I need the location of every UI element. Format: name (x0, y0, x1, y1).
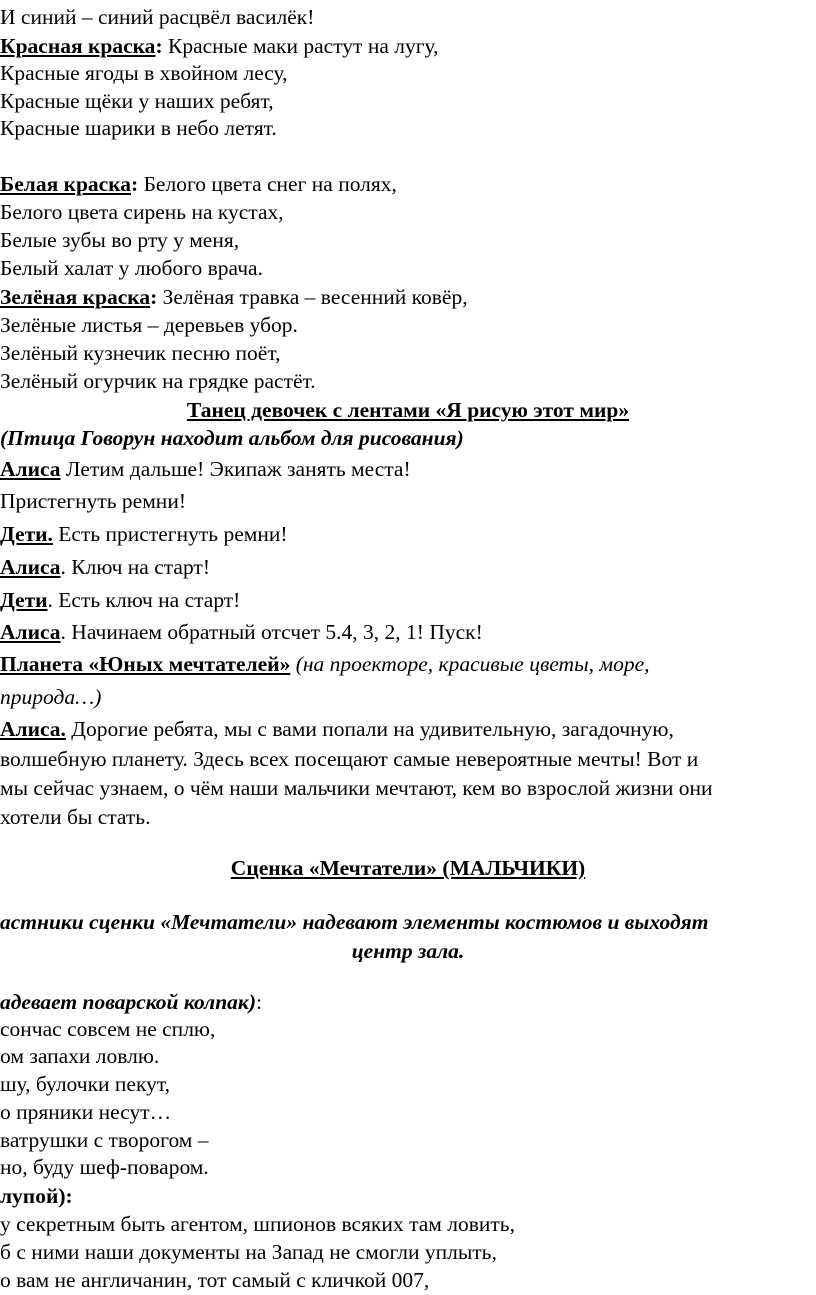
speaker-label: Зелёная краска (0, 285, 151, 309)
speaker-label: Дети. (0, 522, 53, 546)
stage-direction: центр зала. (351, 939, 465, 963)
poem-line: Зелёный кузнечик песню поёт, (0, 341, 281, 365)
verse-line: но, буду шеф-поваром. (0, 1155, 209, 1179)
poem-line: Белого цвета сирень на кустах, (0, 200, 284, 224)
dialogue-line: Алиса Летим дальше! Экипаж занять места! (0, 457, 411, 481)
poem-line-green: Зелёная краска: Зелёная травка – весенний ковёр, (0, 285, 468, 309)
speaker-label: Красная краска (0, 34, 156, 58)
stage-direction: астники сценки «Мечтатели» надевают элементы костюмов и выходят (0, 910, 709, 934)
poem-line: Красные ягоды в хвойном лесу, (0, 61, 288, 85)
dialogue-line: Дети. Есть пристегнуть ремни! (0, 522, 288, 546)
dialogue-line: мы сейчас узнаем, о чём наши мальчики мечтают, кем во взрослой жизни они (0, 776, 713, 800)
speaker-label: Алиса (0, 457, 61, 481)
poem-line: Белый халат у любого врача. (0, 256, 263, 280)
poem-line-red: Красная краска: Красные маки растут на лугу, (0, 34, 439, 58)
speaker-label: Алиса. (0, 717, 66, 741)
stage-direction: (Птица Говорун находит альбом для рисования) (0, 426, 464, 450)
scene-label: Планета «Юных мечтателей» (0, 652, 291, 676)
verse-line: ом запахи ловлю. (0, 1044, 160, 1068)
verse-line: сончас совсем не сплю, (0, 1017, 216, 1041)
stage-direction: адевает поварской колпак): (0, 990, 262, 1014)
poem-line: Красные шарики в небо летят. (0, 116, 277, 140)
poem-line: Красные щёки у наших ребят, (0, 89, 274, 113)
planet-heading: Планета «Юных мечтателей» (на проекторе, красивые цветы, море, (0, 652, 650, 676)
stage-direction: природа…) (0, 685, 102, 709)
speaker-label: Алиса (0, 555, 61, 579)
dialogue-line: Дети. Есть ключ на старт! (0, 588, 241, 612)
verse-line: шу, булочки пекут, (0, 1072, 170, 1096)
dialogue-line: хотели бы стать. (0, 805, 151, 829)
verse-line: ватрушки с творогом – (0, 1128, 209, 1152)
dialogue-line: волшебную планету. Здесь всех посещают самые невероятные мечты! Вот и (0, 747, 699, 771)
speaker-label: Дети (0, 588, 48, 612)
dialogue-line: Алиса. Дорогие ребята, мы с вами попали на удивительную, загадочную, (0, 717, 674, 741)
dialogue-line: Алиса. Ключ на старт! (0, 555, 210, 579)
dialogue-line: Алиса. Начинаем обратный отсчет 5.4, 3, 2, 1! Пуск! (0, 620, 483, 644)
poem-line: И синий – синий расцвёл василёк! (0, 5, 315, 29)
verse-line: о вам не англичанин, тот самый с кличкой 007, (0, 1268, 430, 1292)
poem-line-white: Белая краска: Белого цвета снег на полях, (0, 172, 397, 196)
speaker-label: Алиса (0, 620, 61, 644)
section-heading-dance: Танец девочек с лентами «Я рисую этот мир» (186, 398, 630, 422)
section-heading-scene: Сценка «Мечтатели» (МАЛЬЧИКИ) (230, 856, 586, 880)
verse-line: о пряники несут… (0, 1100, 172, 1124)
poem-line: Белые зубы во рту у меня, (0, 228, 240, 252)
verse-line: у секретным быть агентом, шпионов всяких там ловить, (0, 1212, 515, 1236)
dialogue-line: Пристегнуть ремни! (0, 489, 186, 513)
stage-direction: лупой): (0, 1184, 73, 1208)
verse-line: б с ними наши документы на Запад не смогли уплыть, (0, 1240, 497, 1264)
poem-line: Зелёный огурчик на грядке растёт. (0, 369, 316, 393)
speaker-label: Белая краска (0, 172, 132, 196)
poem-line: Зелёные листья – деревьев убор. (0, 313, 298, 337)
